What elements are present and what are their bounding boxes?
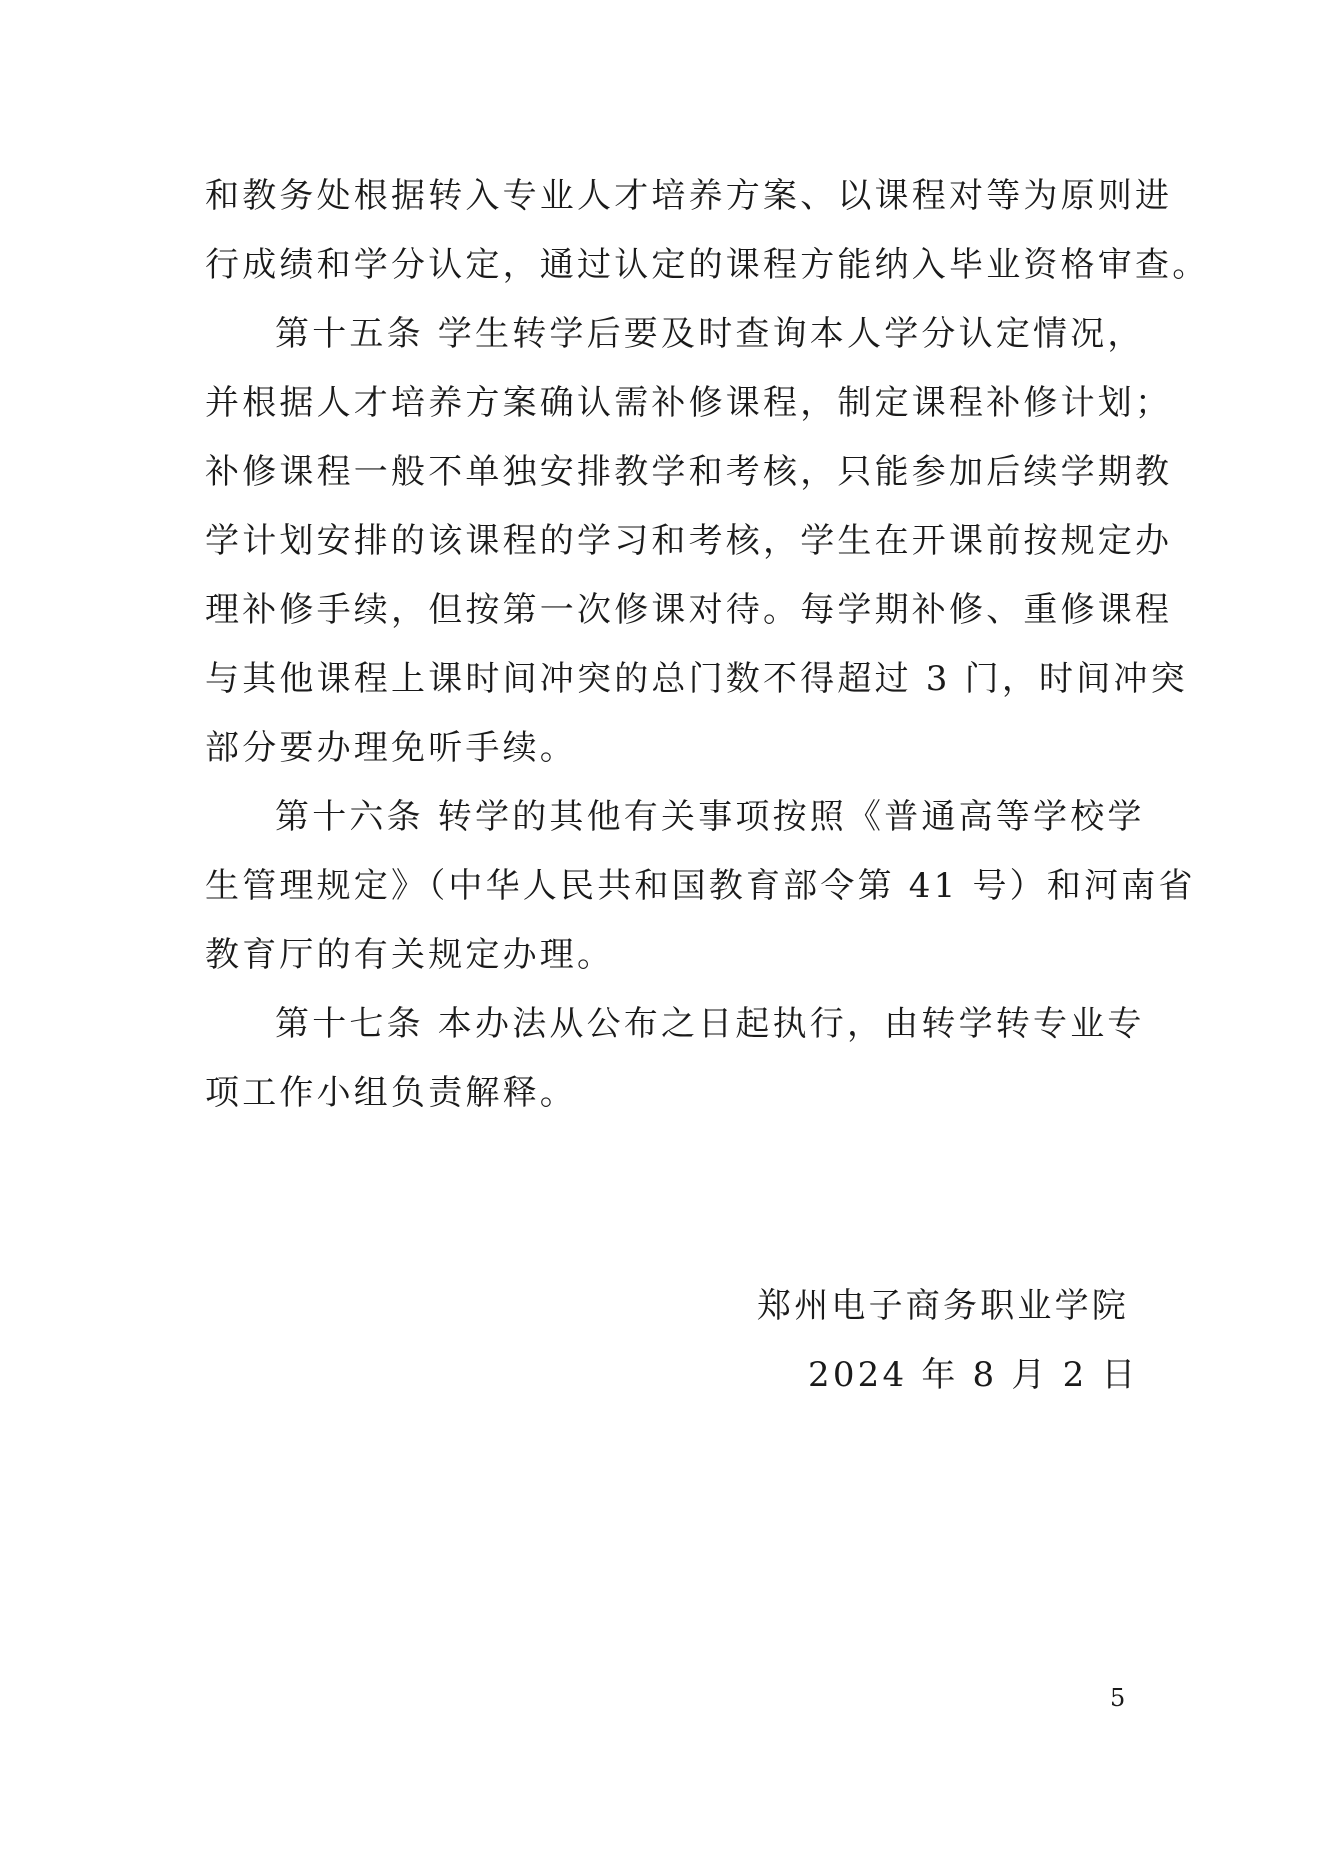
article-15-heading-line: 第十五条 学生转学后要及时查询本人学分认定情况，: [275, 314, 1145, 354]
article-16-heading-line: 第十六条 转学的其他有关事项按照《普通高等学校学: [275, 797, 1145, 837]
page-number: 5: [1110, 1684, 1126, 1712]
body-line-1: 和教务处根据转入专业人才培养方案、以课程对等为原则进: [205, 176, 1173, 216]
body-line-5: 补修课程一般不单独安排教学和考核，只能参加后续学期教: [205, 452, 1173, 492]
body-line-14: 项工作小组负责解释。: [205, 1073, 577, 1113]
signature-institution: 郑州电子商务职业学院: [757, 1286, 1129, 1326]
article-17-heading-line: 第十七条 本办法从公布之日起执行，由转学转专业专: [275, 1004, 1145, 1044]
body-line-11: 生管理规定》（中华人民共和国教育部令第 41 号）和河南省: [205, 866, 1196, 906]
signature-date: 2024 年 8 月 2 日: [808, 1355, 1139, 1395]
body-line-12: 教育厅的有关规定办理。: [205, 935, 615, 975]
body-line-7: 理补修手续，但按第一次修课对待。每学期补修、重修课程: [205, 590, 1173, 630]
body-line-2: 行成绩和学分认定，通过认定的课程方能纳入毕业资格审查。: [205, 245, 1210, 285]
body-line-9: 部分要办理免听手续。: [205, 728, 577, 768]
body-line-8: 与其他课程上课时间冲突的总门数不得超过 3 门，时间冲突: [205, 659, 1188, 699]
body-line-4: 并根据人才培养方案确认需补修课程，制定课程补修计划；: [205, 383, 1173, 423]
body-line-6: 学计划安排的该课程的学习和考核，学生在开课前按规定办: [205, 521, 1173, 561]
